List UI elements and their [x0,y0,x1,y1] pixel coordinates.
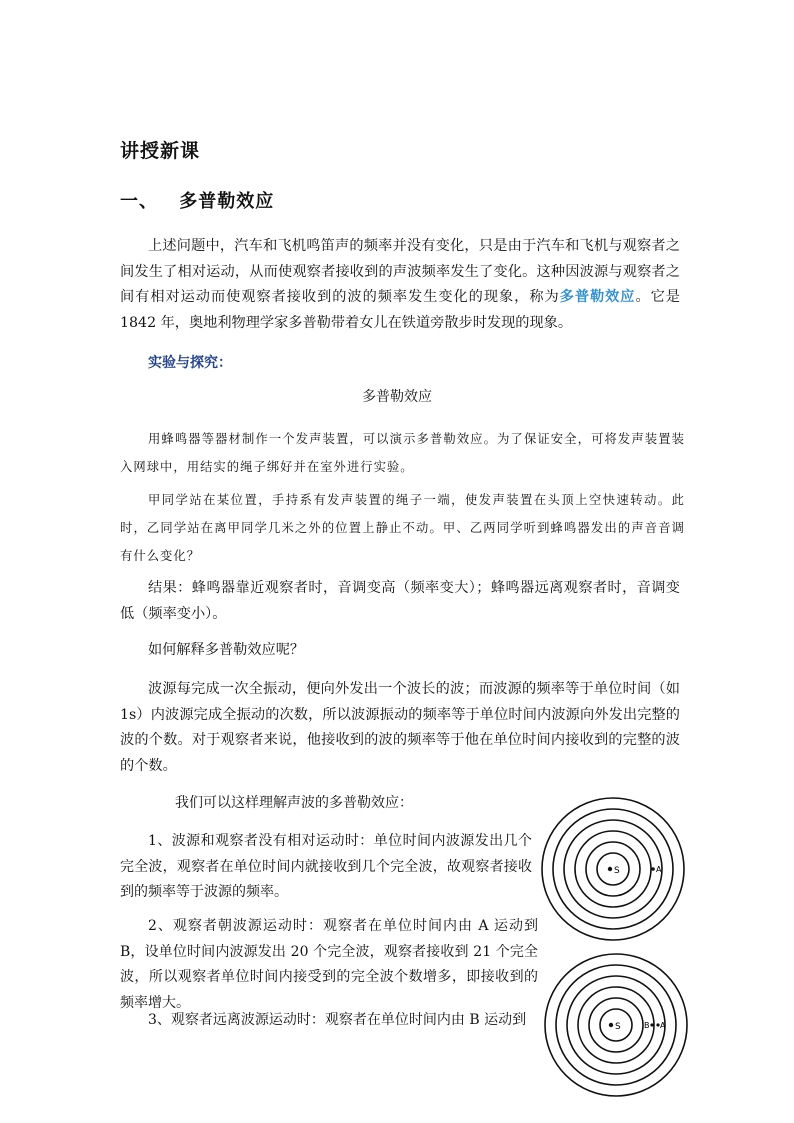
doppler-term: 多普勒效应 [559,289,636,305]
experiment-label: 实验与探究： [148,355,232,371]
source-label: S [614,866,620,876]
section-title [120,187,274,213]
source-dot [608,867,612,871]
result-paragraph: 结果：蜂鸣器靠近观察者时，音调变高（频率变大）；蜂鸣器远离观察者时，音调变低（频率变小）。 [120,580,680,622]
case-3: 3、观察者远离波源运动时：观察者在单位时间内由 B 运动到 [148,1012,527,1028]
source-label: S [615,1022,621,1032]
observer-a-label: A [660,1021,666,1030]
wavefront-ring [597,853,629,885]
experiment-title: 多普勒效应 [362,389,432,405]
source-dot [609,1023,613,1027]
wavefront-ring [586,842,640,896]
wave-figure-observer-moving [541,953,691,1103]
wavefront-ring [553,809,673,929]
question-paragraph: 如何解释多普勒效应呢？ [148,642,305,658]
experiment-paragraph-2: 甲同学站在某位置，手持系有发声装置的绳子一端，使发声装置在头顶上空快速转动。此时，乙同学站在离甲同学几米之外的位置上静止不动。甲、乙两同学听到蜂鸣器发出的声音音调有什么变化？ [120,493,685,563]
intro-paragraph [120,234,680,336]
observer-b-label: B [644,1021,650,1030]
wavefront-ring [564,820,662,918]
observer-dot [651,867,655,871]
wave-figure-stationary [540,794,690,944]
section-number: 一、 [120,191,158,212]
case-1: 1、波源和观察者没有相对运动时：单位时间内波源发出几个完全波，观察者在单位时间内就接收到几个完全波，故观察者接收到的频率等于波源的频率。 [120,833,532,900]
understand-line: 我们可以这样理解声波的多普勒效应： [175,795,413,811]
case-2: 2、观察者朝波源运动时：观察者在单位时间内由 A 运动到 B，设单位时间内波源发出 20 个完全波，观察者接收到 21 个完全波，所以观察者单位时间内接受到的完全波个数增多，即接收到的频率增大。 [120,918,538,1011]
experiment-paragraph-1: 用蜂鸣器等器材制作一个发声装置，可以演示多普勒效应。为了保证安全，可将发声装置装入网球中，用结实的绳子绑好并在室外进行实验。 [120,432,685,474]
observer-label: A [656,865,662,874]
section-name: 多普勒效应 [179,191,275,212]
intro-after: 。它是 1842 年，奥地利物理学家多普勒带着女儿在铁道旁散步时发现的现象。 [120,289,680,331]
lesson-heading: 讲授新课 [120,140,201,162]
intro-before: 上述问题中，汽车和飞机鸣笛声的频率并没有变化，只是由于汽车和飞机与观察者之间发生了相对运动，从而使观察者接收到的声波频率发生了变化。这种因波源与观察者之间有相对运动而使观察者接收到的波的频率发生变化的现象，称为 [120,238,680,305]
explanation-paragraph: 波源每完成一次全振动，便向外发出一个波长的波；而波源的频率等于单位时间（如1s）内波源完成全振动的次数，所以波源振动的频率等于单位时间内波源向外发出完整的波的个数。对于观察者来说，他接收到的波的频率等于他在单位时间内接收到的完整的波的个数。 [120,681,680,774]
observer-b-dot [650,1023,653,1026]
